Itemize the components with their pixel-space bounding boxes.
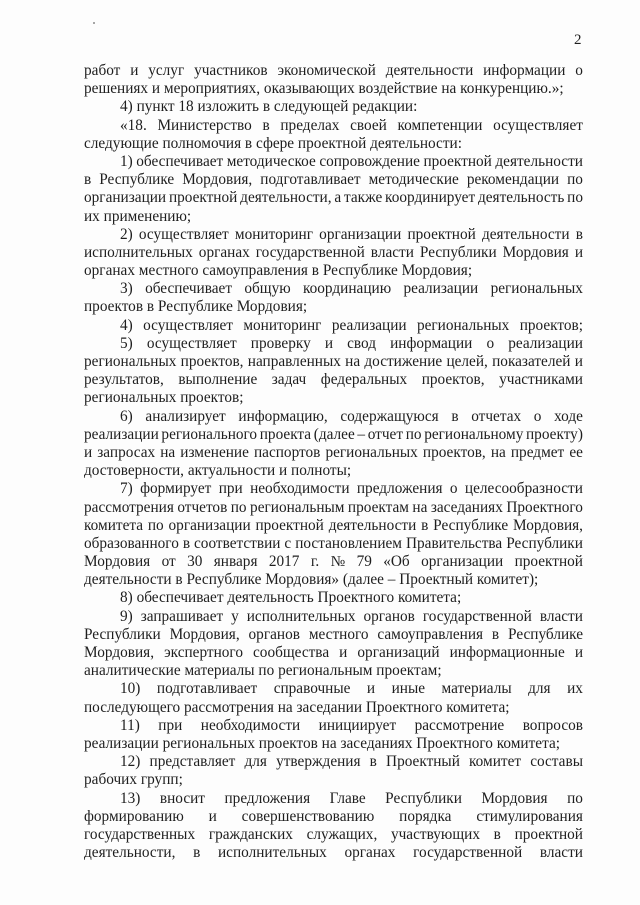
word: Мордовия, xyxy=(512,516,583,534)
word: в xyxy=(369,753,377,771)
word: власти xyxy=(539,607,583,625)
text-line: региональных проектов; xyxy=(84,389,244,407)
word: «Об xyxy=(383,553,410,571)
word: 6) xyxy=(120,407,133,425)
word: совершенствованию xyxy=(241,807,375,825)
word: организации xyxy=(84,189,167,207)
word: формированию xyxy=(84,807,184,825)
word: 79 xyxy=(356,553,372,571)
word: отчет xyxy=(367,425,404,443)
word: и xyxy=(208,807,217,825)
word: органов xyxy=(363,607,415,625)
word: участников xyxy=(194,62,268,79)
word: 12) xyxy=(120,753,141,771)
word: рекомендации xyxy=(466,171,560,189)
word: 2) xyxy=(120,225,133,243)
word: проектной xyxy=(514,553,583,571)
word: выполнение xyxy=(178,371,258,389)
word: деятельности xyxy=(328,516,417,534)
text-line xyxy=(84,644,583,662)
word: у xyxy=(231,607,239,625)
document-body xyxy=(84,62,583,862)
word: при xyxy=(218,480,243,498)
word: (далее xyxy=(313,425,355,443)
text-line: реализации региональных проектов на заседаниях Проектного комитета; xyxy=(84,734,561,752)
word: необходимости xyxy=(250,480,350,498)
word: в xyxy=(491,625,500,643)
word: предложения xyxy=(356,480,443,498)
word: подготавливает xyxy=(260,171,361,189)
text-line xyxy=(84,553,583,571)
word: стимулирования xyxy=(476,807,583,825)
word: методическое xyxy=(226,152,316,170)
text-line xyxy=(84,808,583,826)
scan-artifact-dot xyxy=(93,22,95,24)
word: в xyxy=(421,516,429,534)
word: проектной xyxy=(255,516,324,534)
word: и xyxy=(574,644,583,661)
text-line xyxy=(84,680,583,698)
word: на xyxy=(160,443,176,461)
word: проекту) xyxy=(526,425,583,443)
word: задач xyxy=(271,371,307,389)
word: осуществляет xyxy=(146,334,237,352)
word: с xyxy=(284,534,292,552)
text-line xyxy=(84,480,583,498)
word: заседаниях xyxy=(430,498,503,516)
word: 1) xyxy=(120,152,133,170)
word: анализирует xyxy=(145,407,226,425)
word: в xyxy=(193,844,201,862)
word: сопровождение xyxy=(319,152,420,170)
text-line xyxy=(84,62,583,80)
word: справочные xyxy=(273,680,351,698)
word: также xyxy=(343,189,383,207)
word: деятельность xyxy=(477,189,565,207)
word: осуществляет xyxy=(143,316,233,334)
word: и xyxy=(130,62,139,79)
word: представляет xyxy=(149,753,236,771)
word: проектов, xyxy=(421,371,485,389)
word: обеспечивает xyxy=(136,152,224,170)
word: мониторинг xyxy=(234,225,314,243)
text-line: следующие полномочия в сфере проектной деятельности: xyxy=(84,134,462,152)
word: Республики xyxy=(385,789,462,807)
word: обеспечивает xyxy=(145,280,233,298)
word: координирует xyxy=(385,189,476,207)
word: запрашивает xyxy=(140,607,224,625)
word: по xyxy=(405,425,422,443)
word: региональных xyxy=(416,316,510,334)
word: Проектный xyxy=(386,753,460,771)
word: организаций xyxy=(357,644,440,661)
word: Республике xyxy=(433,516,509,534)
text-line xyxy=(84,426,583,444)
word: на xyxy=(490,443,506,461)
word: формирует xyxy=(140,480,212,498)
word: ее xyxy=(569,443,583,461)
word: и xyxy=(84,443,93,461)
text-line: деятельности в Республике Мордовия» (далее – Проектный комитет); xyxy=(84,571,539,589)
word: Мордовия, xyxy=(84,644,155,661)
word: образованного xyxy=(84,534,179,552)
word: организации xyxy=(168,516,251,534)
text-line: их применению; xyxy=(84,207,192,225)
word: Мордовия xyxy=(84,553,151,571)
word: Республике xyxy=(99,171,175,189)
word: органов xyxy=(248,625,300,643)
word: целесообразности xyxy=(464,480,583,498)
word: о xyxy=(486,334,495,352)
word: комитет xyxy=(469,753,522,771)
text-line: проектов в Республике Мордовия; xyxy=(84,298,308,316)
word: для xyxy=(528,680,551,698)
word: информационные xyxy=(449,644,565,661)
word: в xyxy=(451,407,459,425)
word: материалы xyxy=(441,680,512,698)
word: информации xyxy=(390,334,473,352)
word: проектов, xyxy=(422,443,486,461)
text-line: аналитические материалы по региональным проектам; xyxy=(84,662,442,680)
text-line xyxy=(84,117,583,135)
word: по xyxy=(567,189,583,207)
word: осуществляет xyxy=(138,225,229,243)
page-number: 2 xyxy=(574,32,582,48)
word: проектной xyxy=(407,225,476,243)
word: региональных xyxy=(84,353,177,370)
word: отчетах xyxy=(471,407,522,425)
word: реализации xyxy=(403,280,479,298)
word: от xyxy=(161,553,176,571)
word: проектной xyxy=(423,152,492,170)
word: № xyxy=(330,553,346,571)
word: 10) xyxy=(120,680,141,698)
text-line xyxy=(84,499,583,517)
word: 2017 xyxy=(268,553,300,571)
word: Главе xyxy=(329,789,366,807)
word: организации xyxy=(421,553,504,571)
word: в xyxy=(575,225,583,243)
word: проектной xyxy=(514,825,583,843)
word: 13) xyxy=(120,789,141,807)
word: реализации xyxy=(331,316,407,334)
word: деятельности xyxy=(385,62,474,79)
word: рассмотрение xyxy=(414,716,505,734)
word: и xyxy=(324,334,333,352)
word: власти xyxy=(539,844,583,862)
word: Республики xyxy=(506,534,583,552)
text-line xyxy=(84,244,583,262)
word: Министерство xyxy=(157,116,252,134)
word: Правительства xyxy=(405,534,503,552)
word: общую xyxy=(244,280,291,298)
word: направленных xyxy=(247,353,341,370)
word: вопросов xyxy=(522,716,583,734)
word: органах xyxy=(198,243,250,261)
word: отчетов xyxy=(177,498,228,516)
text-line xyxy=(84,844,583,862)
word: проверку xyxy=(250,334,311,352)
word: по xyxy=(567,171,583,189)
word: реализации xyxy=(84,425,159,443)
word: организации xyxy=(319,225,402,243)
word: региональным xyxy=(250,498,345,516)
word: участниками xyxy=(499,371,583,389)
word: января xyxy=(213,553,258,571)
word: предмет xyxy=(510,443,565,461)
word: на xyxy=(345,353,361,370)
word: необходимости xyxy=(200,716,301,734)
text-line: достоверности, актуальности и полноты; xyxy=(84,462,352,480)
word: Мордовия xyxy=(502,243,569,261)
word: паспортов xyxy=(253,443,321,461)
word: исполнительных xyxy=(217,844,327,862)
word: содержащуюся xyxy=(340,407,439,425)
word: утверждения xyxy=(276,753,361,771)
text-line xyxy=(84,517,583,535)
word: служащих, xyxy=(306,825,378,843)
word: Республике xyxy=(508,625,583,643)
word: вносит xyxy=(159,789,205,807)
word: местного xyxy=(308,625,369,643)
word: исполнительных xyxy=(84,243,193,261)
word: целей, xyxy=(446,353,488,370)
word: пределах xyxy=(280,116,340,134)
word: государственной xyxy=(413,844,523,862)
word: ходе xyxy=(554,407,583,425)
word: 9) xyxy=(120,607,133,625)
word: региональных xyxy=(490,280,583,298)
text-line xyxy=(84,226,583,244)
text-line: решениях и мероприятиях, оказывающих воздействие на конкуренцию.»; xyxy=(84,80,564,98)
word: деятельности, xyxy=(84,844,176,862)
word: информацию, xyxy=(238,407,328,425)
word: о xyxy=(533,407,542,425)
word: при xyxy=(158,716,183,734)
word: Республики xyxy=(419,243,497,261)
word: своей xyxy=(350,116,387,134)
word: проектам xyxy=(347,498,409,516)
word: изменение xyxy=(180,443,249,461)
word: государственной xyxy=(255,243,365,261)
text-line: последующего рассмотрения на заседании Проектного комитета; xyxy=(84,698,510,716)
text-line xyxy=(84,371,583,389)
text-line xyxy=(84,153,583,171)
word: Республики xyxy=(84,625,161,643)
word: 7) xyxy=(120,480,133,498)
word: по xyxy=(230,498,247,516)
word: деятельности, xyxy=(240,189,332,207)
word: проектной xyxy=(168,189,238,207)
word: инициирует xyxy=(318,716,397,734)
word: и xyxy=(574,353,583,370)
word: сообщества xyxy=(253,644,330,661)
word: г. xyxy=(310,553,320,571)
word: – xyxy=(357,425,366,443)
word: по xyxy=(567,789,583,807)
word: свод xyxy=(347,334,376,352)
text-line xyxy=(84,790,583,808)
word: работ xyxy=(84,62,121,79)
text-line xyxy=(84,408,583,426)
word: Проектного xyxy=(506,498,583,516)
text-line: рабочих групп; xyxy=(84,771,183,789)
word: проектов; xyxy=(519,316,583,334)
word: в xyxy=(262,116,270,134)
word: соответствии xyxy=(194,534,281,552)
word: Мордовия, xyxy=(169,625,240,643)
word: Мордовия xyxy=(481,789,548,807)
word: мониторинг xyxy=(243,316,322,334)
word: органах xyxy=(344,844,396,862)
word: реализации xyxy=(508,334,583,352)
word: 3) xyxy=(120,280,133,298)
word: достижение xyxy=(364,353,443,370)
text-line xyxy=(84,826,583,844)
word: о xyxy=(449,480,458,498)
word: координацию xyxy=(302,280,392,298)
word: составы xyxy=(530,753,583,771)
text-line xyxy=(84,753,583,771)
text-line: 4) пункт 18 изложить в следующей редакции: xyxy=(120,98,418,116)
word: осуществляет xyxy=(493,116,583,134)
word: иные xyxy=(391,680,426,698)
word: «18. xyxy=(120,116,147,134)
word: по xyxy=(147,516,164,534)
word: самоуправления xyxy=(377,625,484,643)
word: подготавливает xyxy=(156,680,258,698)
word: исполнительных xyxy=(246,607,356,625)
word: порядка xyxy=(399,807,452,825)
text-line xyxy=(84,717,583,735)
word: в xyxy=(493,825,501,843)
word: и xyxy=(574,243,583,261)
word: методические xyxy=(368,171,459,189)
word: и xyxy=(339,644,348,661)
word: Мордовия, xyxy=(182,171,253,189)
word: 11) xyxy=(120,716,140,734)
text-line xyxy=(84,608,583,626)
word: участвующих xyxy=(390,825,480,843)
word: их xyxy=(567,680,583,698)
word: на xyxy=(412,498,428,516)
word: экспертного xyxy=(164,644,243,661)
word: государственных xyxy=(84,825,196,843)
word: о xyxy=(575,62,583,79)
text-line xyxy=(84,171,583,189)
text-line xyxy=(84,189,583,207)
word: проекта xyxy=(259,425,312,443)
word: услуг xyxy=(148,62,185,79)
text-line xyxy=(84,317,583,335)
word: показателей xyxy=(492,353,571,370)
text-line xyxy=(84,535,583,553)
text-line xyxy=(84,626,583,644)
word: региональному xyxy=(424,425,524,443)
word: информации xyxy=(483,62,566,79)
word: регионального xyxy=(161,425,258,443)
word: региональных xyxy=(325,443,418,461)
word: 5) xyxy=(120,334,133,352)
word: результатов, xyxy=(84,371,164,389)
text-line xyxy=(84,353,583,371)
text-line xyxy=(84,444,583,462)
word: а xyxy=(334,189,342,207)
word: и xyxy=(366,680,376,698)
word: компетенции xyxy=(397,116,483,134)
word: 30 xyxy=(187,553,203,571)
word: комитета xyxy=(84,516,144,534)
word: для xyxy=(244,753,267,771)
word: гражданских xyxy=(208,825,293,843)
word: в xyxy=(84,171,92,189)
text-line: 8) обеспечивает деятельность Проектного комитета; xyxy=(120,589,462,607)
word: предложения xyxy=(224,789,311,807)
word: рассмотрения xyxy=(84,498,174,516)
word: деятельности xyxy=(481,225,570,243)
word: запросах xyxy=(97,443,156,461)
word: власти xyxy=(370,243,414,261)
word: 4) xyxy=(120,316,133,334)
text-line xyxy=(84,280,583,298)
word: проектов, xyxy=(180,353,244,370)
word: экономической xyxy=(277,62,376,79)
word: федеральных xyxy=(320,371,408,389)
word: деятельности xyxy=(495,152,583,170)
text-line: органах местного самоуправления в Республике Мордовия; xyxy=(84,262,473,280)
word: постановлением xyxy=(295,534,402,552)
word: государственной xyxy=(422,607,532,625)
text-line xyxy=(84,335,583,353)
word: в xyxy=(182,534,191,552)
